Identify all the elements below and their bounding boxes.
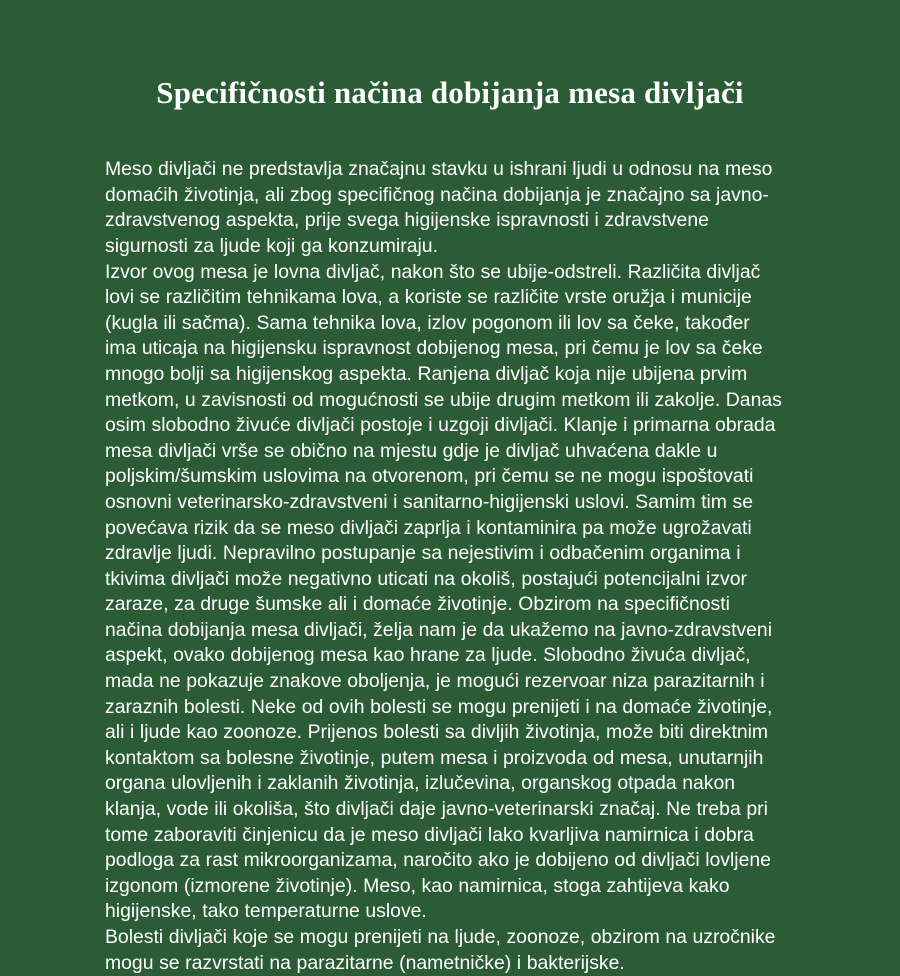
body-paragraph: Izvor ovog mesa je lovna divljač, nakon što se ubije-odstreli. Različita divljač lovi se različitim tehnikama lova, a koriste se različite vrste oružja i municije (kugla ili sačma). Sama tehnika lova, izlov pogonom ili lov sa čeke, također ima uticaja na higijensku ispravnost dobijenog mesa, pri čemu je lov sa čeke mnogo bolji sa higijenskog aspekta. Ranjena divljač koja nije ubijena prvim metkom, u zavisnosti od mogućnosti se ubije drugim metkom ili zakolje. Danas osim slobodno živuće divljači postoje i uzgoji divljači. Klanje i primarna obrada mesa divljači vrše se obično na mjestu gdje je divljač uhvaćena dakle u poljskim/šumskim uslovima na otvorenom, pri čemu se ne mogu ispoštovati osnovni veterinarsko-zdravstveni i sanitarno-higijenski uslovi. Samim tim se povećava rizik da se meso divljači zaprlja i kontaminira pa može ugrožavati zdravlje ljudi. Nepravilno postupanje sa nejestivim i odbačenim organima i tkivima divljači može negativno uticati na okoliš, postajući potencijalni izvor zaraze, za druge šumske ali i domaće životinje. Obzirom na specifičnosti načina dobijanja mesa divljači, želja nam je da ukažemo na javno-zdravstveni aspekt, ovako dobijenog mesa kao hrane za ljude. Slobodno živuća divljač, mada ne pokazuje znakove oboljenja, je mogući rezervoar niza parazitarnih i zaraznih bolesti. Neke od ovih bolesti se mogu prenijeti i na domaće životinje, ali i ljude kao zoonoze. Prijenos bolesti sa divljih životinja, može biti direktnim kontaktom sa bolesne životinje, putem mesa i proizvoda od mesa, unutarnjih organa ulovljenih i zaklanih životinja, izlučevina, organskog otpada nakon klanja, vode ili okoliša, što divljači daje javno-veterinarski značaj. Ne treba pri tome zaboraviti činjenicu da je meso divljači lako kvarljiva namirnica i dobra podloga za rast mikroorganizama, naročito ako je dobijeno od divljači lovljene izgonom (izmorene životinje). Meso, kao namirnica, stoga zahtijeva kako higijenske, tako temperaturne uslove. [105, 260, 782, 923]
body-paragraph: Meso divljači ne predstavlja značajnu stavku u ishrani ljudi u odnosu na meso domaćih životinja, ali zbog specifičnog načina dobijanja je značajno sa javno-zdravstvenog aspekta, prije svega higijenske ispravnosti i zdravstvene sigurnosti za ljude koji ga konzumiraju. [105, 158, 773, 257]
slide-body [0, 157, 900, 976]
body-paragraph: Bolesti divljači koje se mogu prenijeti na ljude, zoonoze, obzirom na uzročnike mogu se razvrstati na parazitarne (nametničke) i bakterijske. [105, 926, 776, 974]
slide-title: Specifičnosti načina dobijanja mesa divljači [156, 75, 744, 110]
